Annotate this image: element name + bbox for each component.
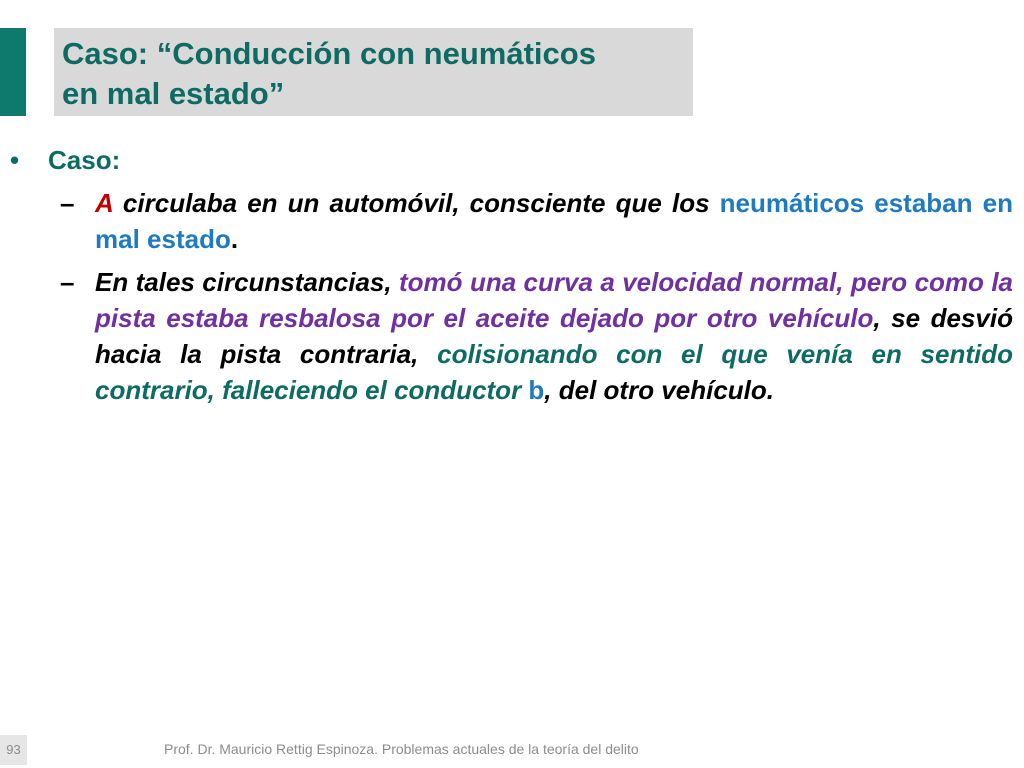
bullet-icon: • bbox=[10, 145, 20, 175]
item1-text: circulaba en un automóvil, consciente que los bbox=[112, 188, 720, 218]
item1-highlight: neumáticos estaban en mal estado bbox=[95, 188, 1013, 254]
case-item-1 bbox=[95, 185, 1013, 257]
slide-number: 93 bbox=[0, 735, 27, 765]
case-item-2 bbox=[95, 264, 1013, 408]
item1-subject-a: A bbox=[95, 188, 113, 218]
slide-title-line-1: Caso: “Conducción con neumáticos bbox=[62, 36, 596, 71]
title-accent-bar bbox=[0, 28, 26, 116]
item1-period: . bbox=[230, 224, 239, 254]
dash-icon: – bbox=[60, 188, 75, 218]
item2-circumstance: tomó una curva a velocidad normal, pero como la pista estaba resbalosa por el aceite dejado por otro vehículo bbox=[95, 267, 1013, 333]
item2-victim-b: b bbox=[528, 375, 545, 405]
item2-ending: , del otro vehículo. bbox=[544, 375, 774, 405]
item2-deviation: , se desvió hacia la pista contraria, bbox=[95, 303, 1013, 369]
slide-title-line-2: en mal estado” bbox=[62, 76, 285, 111]
dash-icon: – bbox=[60, 267, 75, 297]
footer-caption: Prof. Dr. Mauricio Rettig Espinoza. Problemas actuales de la teoría del delito bbox=[164, 741, 639, 757]
item2-collision: colisionando con el que venía en sentido contrario, falleciendo el conductor bbox=[95, 339, 1014, 405]
item2-intro: En tales circunstancias, bbox=[95, 267, 399, 297]
slide-title-box bbox=[54, 28, 693, 116]
level1-heading: Caso: bbox=[48, 145, 121, 175]
